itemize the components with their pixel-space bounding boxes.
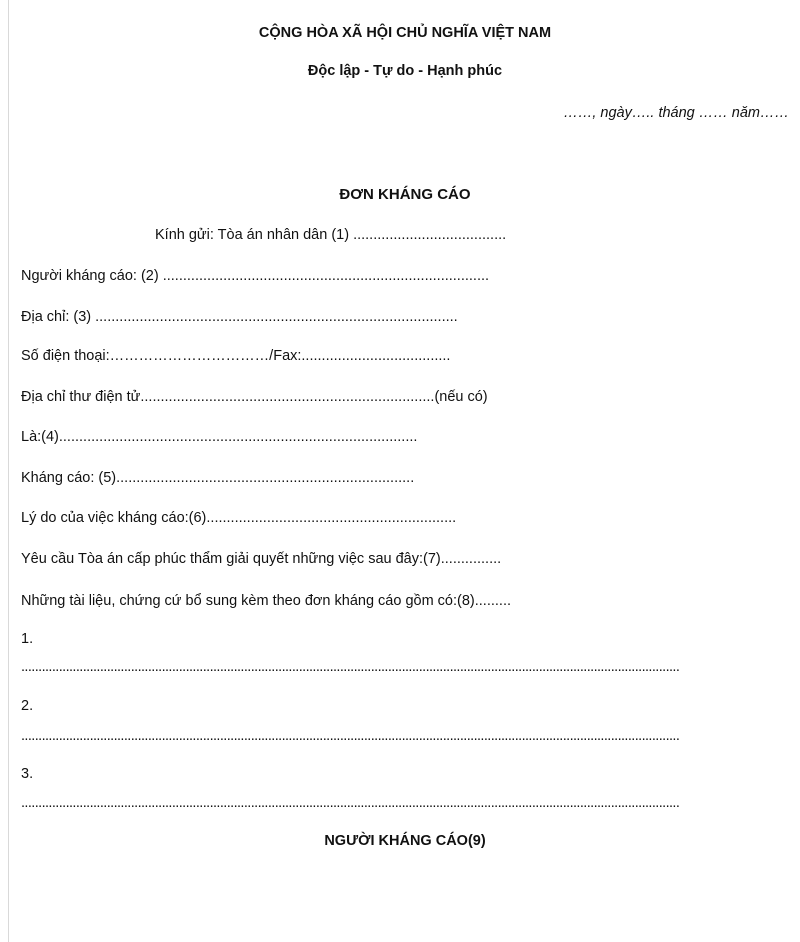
appeal-reason-field: Lý do của việc kháng cáo:(6)..............................................................: [21, 510, 457, 526]
document-page: [8, 0, 800, 942]
date-line: ……, ngày….. tháng …… năm……: [563, 105, 789, 121]
appellant-field: Người kháng cáo: (2) .................................................................................: [21, 268, 490, 284]
phone-fax-field: Số điện thoại:……………………………/Fax:.....................................: [21, 348, 451, 364]
attachment-dotted-line-3: ................................................................................................................................................................................................: [21, 795, 680, 811]
address-field: Địa chỉ: (3) ..........................................................................................: [21, 309, 458, 325]
attachment-number-1: 1.: [21, 631, 34, 647]
capacity-field: Là:(4).........................................................................................: [21, 429, 418, 445]
attachments-intro-field: Những tài liệu, chứng cứ bổ sung kèm theo đơn kháng cáo gồm có:(8).........: [21, 593, 511, 609]
appeal-field: Kháng cáo: (5)..........................................................................: [21, 470, 415, 486]
email-field: Địa chỉ thư điện tử.........................................................................(nếu có): [21, 389, 488, 405]
document-title: ĐƠN KHÁNG CÁO: [339, 186, 471, 203]
addressee-line: Kính gửi: Tòa án nhân dân (1) ......................................: [155, 227, 507, 243]
attachment-number-2: 2.: [21, 698, 34, 714]
attachment-number-3: 3.: [21, 766, 34, 782]
attachment-dotted-line-1: ................................................................................................................................................................................................: [21, 659, 680, 675]
appeal-request-field: Yêu cầu Tòa án cấp phúc thẩm giải quyết những việc sau đây:(7)...............: [21, 551, 502, 567]
national-motto: Độc lập - Tự do - Hạnh phúc: [307, 63, 503, 79]
attachment-dotted-line-2: ................................................................................................................................................................................................: [21, 728, 680, 744]
signature-heading: NGƯỜI KHÁNG CÁO(9): [324, 833, 486, 849]
national-title: CỘNG HÒA XÃ HỘI CHỦ NGHĨA VIỆT NAM: [258, 25, 552, 41]
